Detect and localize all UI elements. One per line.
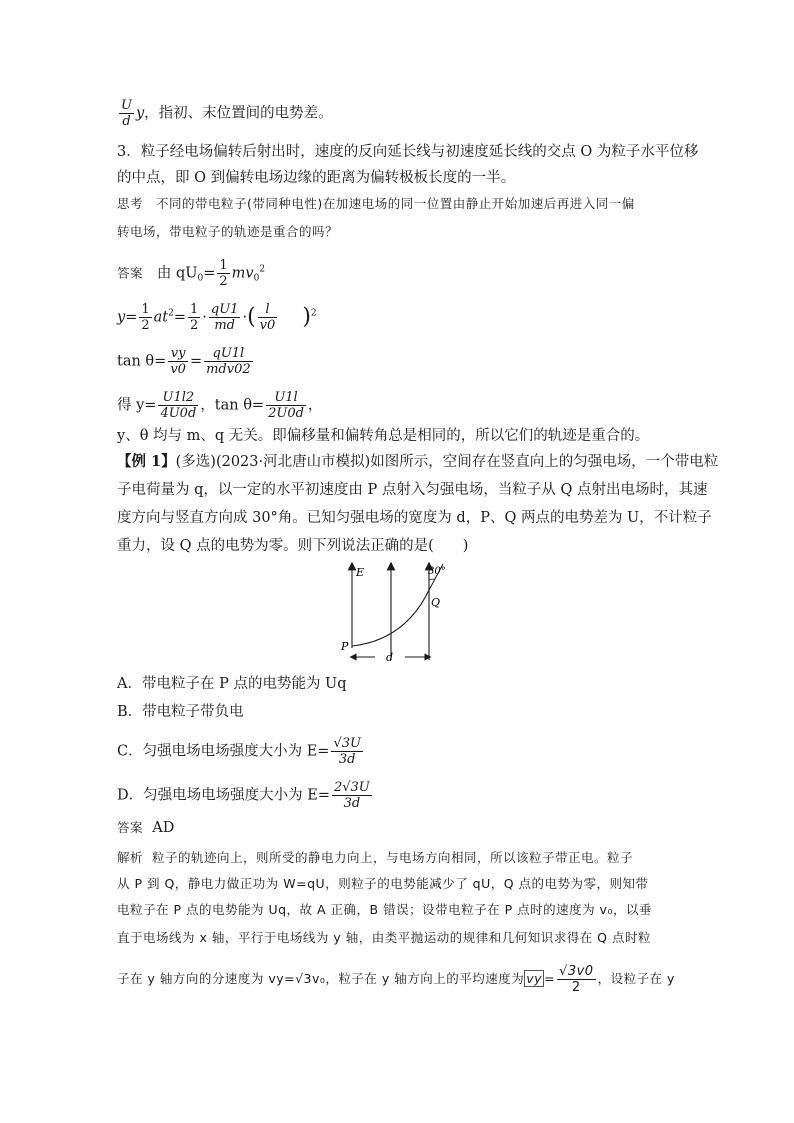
example-line4: 重力，设 Q 点的电势为零。则下列说法正确的是( ) [117, 538, 469, 554]
analysis-line3: 电粒子在 P 点的电势能为 Uq，故 A 正确，B 错误；设带电粒子在 P 点时的速度为 v₀，以垂 [117, 902, 652, 917]
option-b: B．带电粒子带负电 [117, 704, 244, 720]
point3-line2: 的中点，即 O 到偏转电场边缘的距离为偏转极板长度的一半。 [117, 170, 516, 186]
answer1-eq2: y= $\frac{1}{2}$ $at^2=$ $\frac{1}{2}$ · $\frac{qU1}{md}$ ·( $\frac{l}{v0}$ )$^2$ [117, 302, 317, 333]
average-velocity-symbol: vy [526, 971, 543, 986]
option-d: D．匀强电场电场强度大小为 E= $\frac{2√3U}{3d}$ [117, 780, 370, 811]
answer2-line [117, 818, 174, 838]
answer1-conclusion: y、θ 均与 m、q 无关。即偏移量和偏转角总是相同的，所以它们的轨迹是重合的。 [117, 428, 650, 444]
label-d: d [386, 651, 394, 664]
analysis-label: 解析 [117, 850, 144, 865]
label-P: P [341, 640, 349, 653]
option-a: A．带电粒子在 P 点的电势能为 Uq [117, 676, 347, 692]
eq1-fraction: $\frac{1}{2}$ [219, 258, 228, 289]
label-Q: Q [431, 596, 441, 609]
analysis-line1: 解析 粒子的轨迹向上，则所受的静电力向上，与电场方向相同，所以该粒子带正电。粒子 [117, 850, 633, 865]
example-tag: 【例 1】 [117, 453, 176, 470]
analysis-line2: 从 P 到 Q，静电力做正功为 W=qU，则粒子的电势能减少了 qU，Q 点的电势为零，则知带 [117, 876, 649, 891]
label-E: E [356, 566, 365, 579]
intro-fraction: $\frac{U}{d}$ [121, 98, 132, 129]
point3-line1: 3．粒子经电场偏转后射出时，速度的反向延长线与初速度延长线的交点 O 为粒子水平位移 [117, 144, 699, 160]
example-line2: 子电荷量为 q，以一定的水平初速度由 P 点射入匀强电场，当粒子从 Q 点射出电场时，其速 [117, 482, 708, 498]
option-c-fraction: $\frac{√3U}{3d}$ [333, 736, 361, 767]
answer2-label: 答案 [117, 820, 144, 835]
intro-text: ，指初、末位置间的电势差。 [144, 105, 333, 122]
option-c: C．匀强电场电场强度大小为 E= $\frac{√3U}{3d}$ [117, 736, 361, 767]
analysis-line4: 直于电场线为 x 轴，平行于电场线为 y 轴，由类平抛运动的规律和几何知识求得在 Q 点时粒 [117, 930, 651, 945]
intro-y: y [135, 105, 145, 122]
example-line1: 【例 1】(多选)(2023·河北唐山市模拟)如图所示，空间存在竖直向上的匀强电场，一个带电粒 [117, 453, 719, 470]
answer2-value: AD [152, 820, 175, 836]
answer1-label: 答案 [117, 265, 144, 281]
field-diagram [335, 560, 460, 670]
analysis-line5: 子在 y 轴方向的分速度为 vy=√3v₀，粒子在 y 轴方向上的平均速度为 vy = $\frac{√3v0}{2}$ ，设粒子在 y [117, 964, 675, 995]
label-angle: 30° [428, 566, 446, 577]
answer1-eq3: tan θ= $\frac{vy}{v0}$ = $\frac{qU1l}{\text{mdv02}}$ [117, 346, 251, 377]
intro-line [117, 98, 333, 129]
example-line3: 度方向与竖直方向成 30°角。已知匀强电场的宽度为 d，P、Q 两点的电势差为 U，不计粒子 [117, 510, 712, 526]
answer1-eq1: 答案 由 $qU_0=$ $\frac{1}{2}$ $mv_0^2$ [117, 258, 266, 289]
answer1-eq4: 得 y= $\frac{U1l2}{4U0d}$ ，tan θ= $\frac{U1l}{2U0d}$ ， [117, 390, 323, 421]
think-line1: 思考 不同的带电粒子(带同种电性)在加速电场的同一位置由静止开始加速后再进入同一偏 [117, 196, 635, 211]
think-line2: 转电场，带电粒子的轨迹是重合的吗？ [117, 224, 339, 239]
option-d-fraction: $\frac{2√3U}{3d}$ [333, 780, 370, 811]
